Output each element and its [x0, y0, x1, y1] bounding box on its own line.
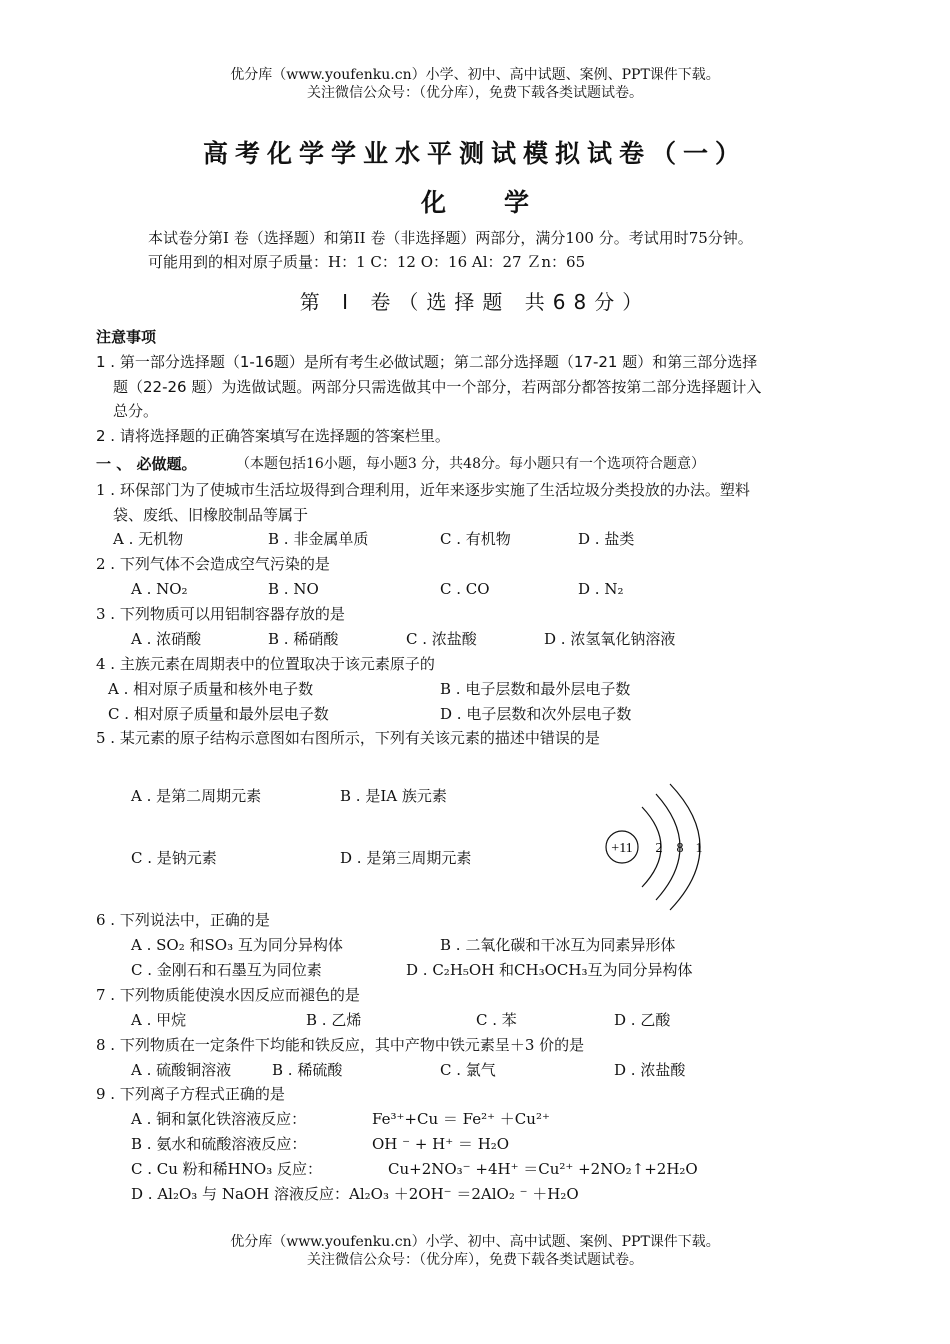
q9-option-d: D . Al₂O₃ 与 NaOH 溶液反应：Al₂O₃ ＋2OH⁻ ＝2AlO₂ ⁻ ＋H₂O: [131, 1185, 579, 1203]
q6-stem: 6 . 下列说法中，正确的是: [96, 911, 270, 929]
q4-option-d: D . 电子层数和次外层电子数: [440, 705, 632, 723]
q6-option-a: A . SO₂ 和SO₃ 互为同分异构体: [131, 936, 343, 954]
q3-option-a: A . 浓硝酸: [131, 630, 202, 648]
header-line-2: 关注微信公众号：（优分库），免费下载各类试题试卷。: [307, 85, 643, 101]
exam-subtitle: 化学: [420, 188, 587, 217]
q5-option-c: C . 是钠元素: [131, 849, 217, 867]
exam-title: 高考化学学业水平测试模拟试卷（一）: [202, 139, 747, 168]
q6-option-c: C . 金刚石和石墨互为同位素: [131, 961, 322, 979]
q9-option-a-label: A . 铜和氯化铁溶液反应：: [131, 1110, 307, 1128]
q9-stem: 9 . 下列离子方程式正确的是: [96, 1085, 285, 1103]
q3-option-d: D . 浓氢氧化钠溶液: [544, 630, 676, 648]
q4-option-b: B . 电子层数和最外层电子数: [440, 680, 631, 698]
q7-option-c: C . 苯: [476, 1011, 517, 1029]
q6-option-b: B . 二氧化碳和干冰互为同素异形体: [440, 936, 676, 954]
header-line-1: 优分库（www.youfenku.cn）小学、初中、高中试题、案例、PPT课件下载。: [230, 67, 720, 83]
nucleus-label: +11: [611, 841, 633, 856]
q5-option-d: D . 是第三周期元素: [340, 849, 472, 867]
q5-option-a: A . 是第二周期元素: [131, 787, 262, 805]
q5-option-b: B . 是IA 族元素: [340, 787, 447, 805]
q8-option-a: A . 硫酸铜溶液: [131, 1061, 232, 1079]
section-label: 一 、 必做题。: [96, 455, 197, 473]
q3-option-b: B . 稀硝酸: [268, 630, 339, 648]
q4-stem: 4 . 主族元素在周期表中的位置取决于该元素原子的: [96, 655, 435, 673]
q7-option-d: D . 乙酸: [614, 1011, 671, 1029]
q4-option-c: C . 相对原子质量和最外层电子数: [108, 705, 329, 723]
q2-option-a: A . NO₂: [131, 580, 188, 598]
shell-1-label: 2: [655, 841, 663, 856]
q1-option-d: D . 盐类: [578, 530, 635, 548]
q6-option-d: D . C₂H₅OH 和CH₃OCH₃互为同分异构体: [406, 961, 693, 979]
q8-option-b: B . 稀硫酸: [272, 1061, 343, 1079]
q3-stem: 3 . 下列物质可以用铝制容器存放的是: [96, 605, 345, 623]
q1-option-b: B . 非金属单质: [268, 530, 369, 548]
q9-option-c-equation: Cu+2NO₃⁻ +4H⁺ ＝Cu²⁺ +2NO₂↑+2H₂O: [388, 1160, 698, 1178]
intro-line-1: 本试卷分第I 卷（选择题）和第II 卷（非选择题）两部分，满分100 分。考试用时75分钟。: [148, 229, 753, 247]
notice-item-1c: 总分。: [113, 402, 159, 420]
shell-2-label: 8: [676, 841, 684, 856]
q8-stem: 8 . 下列物质在一定条件下均能和铁反应，其中产物中铁元素呈＋3 价的是: [96, 1036, 585, 1054]
q5-stem: 5 . 某元素的原子结构示意图如右图所示，下列有关该元素的描述中错误的是: [96, 729, 600, 747]
q4-option-a: A . 相对原子质量和核外电子数: [108, 680, 314, 698]
q1-stem-b: 袋、废纸、旧橡胶制品等属于: [113, 506, 309, 524]
footer-line-2: 关注微信公众号：（优分库），免费下载各类试题试卷。: [307, 1252, 643, 1268]
q2-stem: 2 . 下列气体不会造成空气污染的是: [96, 555, 330, 573]
q7-option-b: B . 乙烯: [306, 1011, 362, 1029]
shell-3-label: 1: [695, 841, 703, 856]
notice-item-1b: 题（22-26 题）为选做试题。两部分只需选做其中一个部分，若两部分都答按第二部分选择题计入: [113, 378, 762, 396]
q9-option-c-label: C . Cu 粉和稀HNO₃ 反应：: [131, 1160, 322, 1178]
atomic-structure-diagram: [600, 782, 720, 912]
q8-option-c: C . 氯气: [440, 1061, 496, 1079]
volume-title: 第 Ⅰ 卷（选择题 共68分）: [299, 290, 651, 314]
notice-item-1a: 1 . 第一部分选择题（1-16题）是所有考生必做试题；第二部分选择题（17-21 题）和第三部分选择: [96, 353, 758, 371]
q3-option-c: C . 浓盐酸: [406, 630, 477, 648]
q7-stem: 7 . 下列物质能使溴水因反应而褪色的是: [96, 986, 360, 1004]
q2-option-b: B . NO: [268, 580, 319, 598]
q9-option-b-equation: OH ⁻ + H⁺ ＝ H₂O: [372, 1135, 510, 1153]
q1-option-c: C . 有机物: [440, 530, 511, 548]
q2-option-d: D . N₂: [578, 580, 624, 598]
q9-option-b-label: B . 氨水和硫酸溶液反应：: [131, 1135, 307, 1153]
q9-option-a-equation: Fe³⁺+Cu ＝ Fe²⁺ ＋Cu²⁺: [372, 1110, 550, 1128]
q7-option-a: A . 甲烷: [131, 1011, 187, 1029]
q1-option-a: A . 无机物: [113, 530, 184, 548]
notice-item-2: 2 . 请将选择题的正确答案填写在选择题的答案栏里。: [96, 427, 450, 445]
section-desc: （本题包括16小题，每小题3 分，共48分。每小题只有一个选项符合题意）: [236, 456, 705, 472]
footer-line-1: 优分库（www.youfenku.cn）小学、初中、高中试题、案例、PPT课件下载。: [230, 1234, 720, 1250]
q2-option-c: C . CO: [440, 580, 490, 598]
intro-line-2: 可能用到的相对原子质量：H：1 C：12 O：16 Al：27 Ｚn：65: [148, 253, 586, 271]
q1-stem-a: 1 . 环保部门为了使城市生活垃圾得到合理利用，近年来逐步实施了生活垃圾分类投放的办法。塑料: [96, 481, 750, 499]
q8-option-d: D . 浓盐酸: [614, 1061, 686, 1079]
notice-heading: 注意事项: [96, 328, 157, 346]
